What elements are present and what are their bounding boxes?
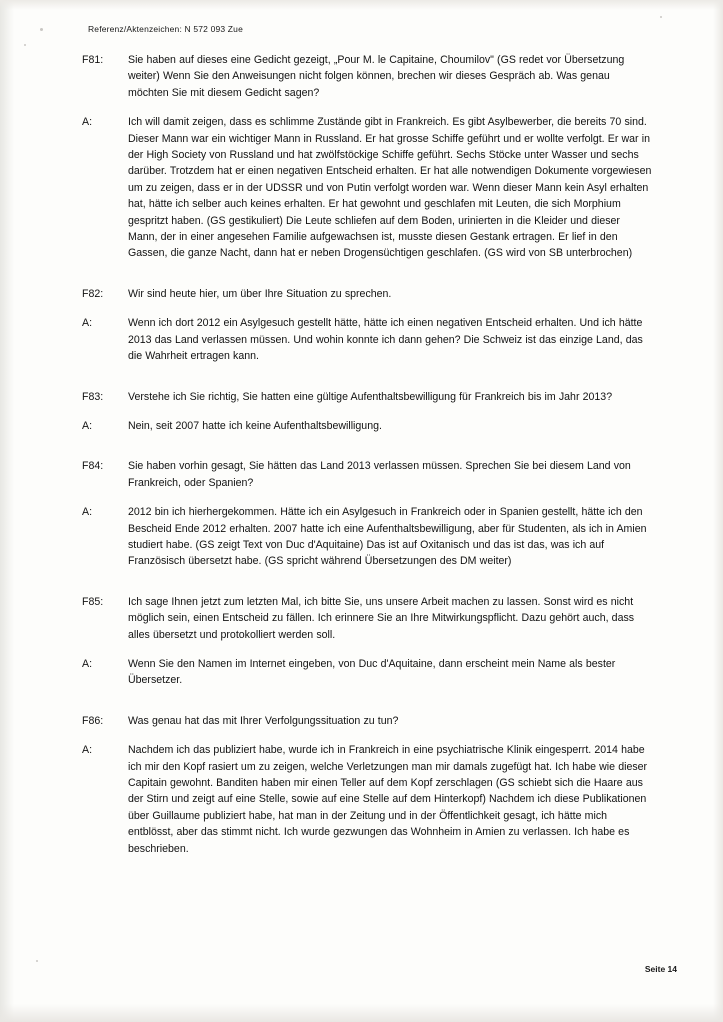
- qa-block: [82, 594, 652, 643]
- qa-label: F81:: [82, 54, 104, 66]
- section-gap: [82, 583, 652, 594]
- qa-block: [82, 114, 655, 262]
- qa-label: A:: [82, 116, 93, 129]
- qa-label: A:: [82, 657, 93, 670]
- qa-text: Nein, seit 2007 hatte ich keine Aufenthaltsbewilligung.: [128, 419, 382, 432]
- qa-block: [82, 315, 652, 364]
- qa-row: [82, 418, 652, 434]
- qa-text: Was genau hat das mit Ihrer Verfolgungssituation zu tun?: [128, 714, 399, 727]
- qa-text: Sie haben auf dieses eine Gedicht gezeigt, „Pour M. le Capitaine, Choumilov" (GS redet vor Übersetzung weiter) Wenn Sie den Anweisungen nicht folgen können, brechen wir dieses Gespräch ab. Was genau möchten Sie mit diesem Gedicht sagen?: [128, 54, 628, 99]
- qa-label: A:: [82, 506, 93, 519]
- qa-block: [82, 418, 652, 434]
- qa-label: A:: [82, 744, 93, 757]
- scan-speck: [660, 16, 662, 18]
- qa-block: [82, 504, 652, 570]
- qa-row: [82, 286, 652, 302]
- scan-speck: [40, 28, 43, 31]
- qa-label: F82:: [82, 287, 104, 300]
- qa-text: Verstehe ich Sie richtig, Sie hatten eine gültige Aufenthaltsbewilligung für Frankreich bis im Jahr 2013?: [128, 390, 613, 403]
- scan-shadow-right: [713, 0, 723, 1022]
- qa-row: [82, 114, 655, 262]
- scan-speck: [24, 44, 26, 46]
- scan-shadow-left: [0, 0, 14, 1022]
- scan-shadow-bottom: [0, 1004, 723, 1022]
- qa-row: [82, 458, 652, 491]
- qa-row: [82, 504, 652, 570]
- qa-label: F84:: [82, 460, 104, 473]
- qa-row: [82, 389, 652, 405]
- section-gap: [82, 447, 652, 458]
- qa-row: [82, 315, 652, 364]
- qa-block: [82, 52, 652, 101]
- section-gap: [82, 275, 652, 286]
- qa-label: F86:: [82, 714, 104, 727]
- qa-label: F83:: [82, 390, 104, 403]
- qa-row: [82, 742, 652, 857]
- qa-block: [82, 458, 652, 491]
- qa-block: [82, 713, 652, 729]
- page-number: Seite 14: [644, 964, 677, 974]
- scan-speck: [36, 960, 38, 962]
- document-reference: Referenz/Aktenzeichen: N 572 093 Zue: [88, 24, 243, 34]
- scan-shadow-top: [0, 0, 723, 10]
- qa-block: [82, 656, 652, 689]
- section-gap: [82, 702, 652, 713]
- qa-text: Wenn ich dort 2012 ein Asylgesuch gestellt hätte, hätte ich einen negativen Entscheid erhalten. Und ich hätte 2013 das Land verlassen müssen. Und wohin konnte ich dann gehen? Die Schweiz ist das einzige Land, das die Wahrheit ertragen kann.: [128, 317, 646, 363]
- qa-row: [82, 52, 652, 101]
- qa-text: Ich sage Ihnen jetzt zum letzten Mal, ich bitte Sie, uns unsere Arbeit machen zu lassen. Sonst wird es nicht möglich sein, einen Entscheid zu fällen. Ich erinnere Sie an Ihre Mitwirkungspflicht. Dazu gehört auch, dass alles übersetzt und protokolliert werden soll.: [128, 595, 638, 641]
- qa-text: Sie haben vorhin gesagt, Sie hätten das Land 2013 verlassen müssen. Sprechen Sie bei diesem Land von Frankreich, oder Spanien?: [128, 460, 634, 489]
- qa-label: F85:: [82, 595, 104, 608]
- qa-label: A:: [82, 317, 93, 330]
- qa-block: [82, 389, 652, 405]
- qa-block: [82, 742, 652, 857]
- transcript-body: [82, 52, 655, 870]
- qa-text: Wenn Sie den Namen im Internet eingeben, von Duc d'Aquitaine, dann erscheint mein Name als bester Übersetzer.: [128, 657, 619, 687]
- qa-text: Ich will damit zeigen, dass es schlimme Zustände gibt in Frankreich. Es gibt Asylbewerber, die bereits 70 sind. Dieser Mann war ein wichtiger Mann in Russland. Er hat grosse Schiffe geführt und er wollte verfolgt. Er war in der High Society von Russland und hat zwölfstöckige Schiffe geführt. Sechs Stöcke unter Wasser und sechs darüber. Trotzdem hat er einen negativen Entscheid erhalten. Er hat alle notwendigen Dokumente vorgewiesen um zu zeigen, dass er in der UDSSR und von Putin verfolgt worden war. Wenn dieser Mann kein Asyl erhalten hat, hätte ich selber auch keines erhalten. Er hat gewohnt und geschlafen mit Leuten, die sich Morphium gespritzt haben. (GS gestikuliert) Die Leute schliefen auf dem Boden, urinierten in die Kleider und dieser Mann, der in einer angesehen Familie aufgewachsen ist, musste diesen Gestank ertragen. Er lief in den Gassen, die ganze Nacht, dann hat er neben Drogensüchtigen geschlafen. (GS wird von SB unterbrochen): [128, 116, 655, 260]
- qa-row: [82, 656, 652, 689]
- qa-text: 2012 bin ich hierhergekommen. Hätte ich ein Asylgesuch in Frankreich oder in Spanien gestellt, hätte ich den Bescheid Ende 2012 erhalten. 2007 hatte ich eine Aufenthaltsbewilligung, aber für Studenten, als ich in Amien studiert habe. (GS zeigt Text von Duc d'Aquitaine) Das ist auf Oxitanisch und das ist das, was ich auf Französisch übersetzt habe. (GS spricht während Übersetzungen des DM weiter): [128, 506, 650, 568]
- qa-text: Nachdem ich das publiziert habe, wurde ich in Frankreich in eine psychiatrische Klinik eingesperrt. 2014 habe ich mir den Kopf rasiert um zu zeigen, welche Verletzungen man mir damals zugefügt hat. Ich habe wie dieser Capitain gewohnt. Banditen haben mir einen Teller auf dem Kopf zerschlagen (GS schiebt sich die Haare aus der Stirn und zeigt auf eine Stelle, sowie auf eine Stelle auf dem Hinterkopf) Nachdem ich diese Publikationen über Guillaume publiziert habe, hat man in der Zeitung und in der Öffentlichkeit gesagt, ich hätte mich entblösst, aber das stimmt nicht. Ich wurde gezwungen das Wohnheim in Amien zu verlassen. Ich habe es beschrieben.: [128, 744, 651, 855]
- qa-label: A:: [82, 419, 93, 432]
- section-gap: [82, 378, 652, 389]
- qa-row: [82, 594, 652, 643]
- qa-text: Wir sind heute hier, um über Ihre Situation zu sprechen.: [128, 287, 392, 300]
- qa-block: [82, 286, 652, 302]
- qa-row: [82, 713, 652, 729]
